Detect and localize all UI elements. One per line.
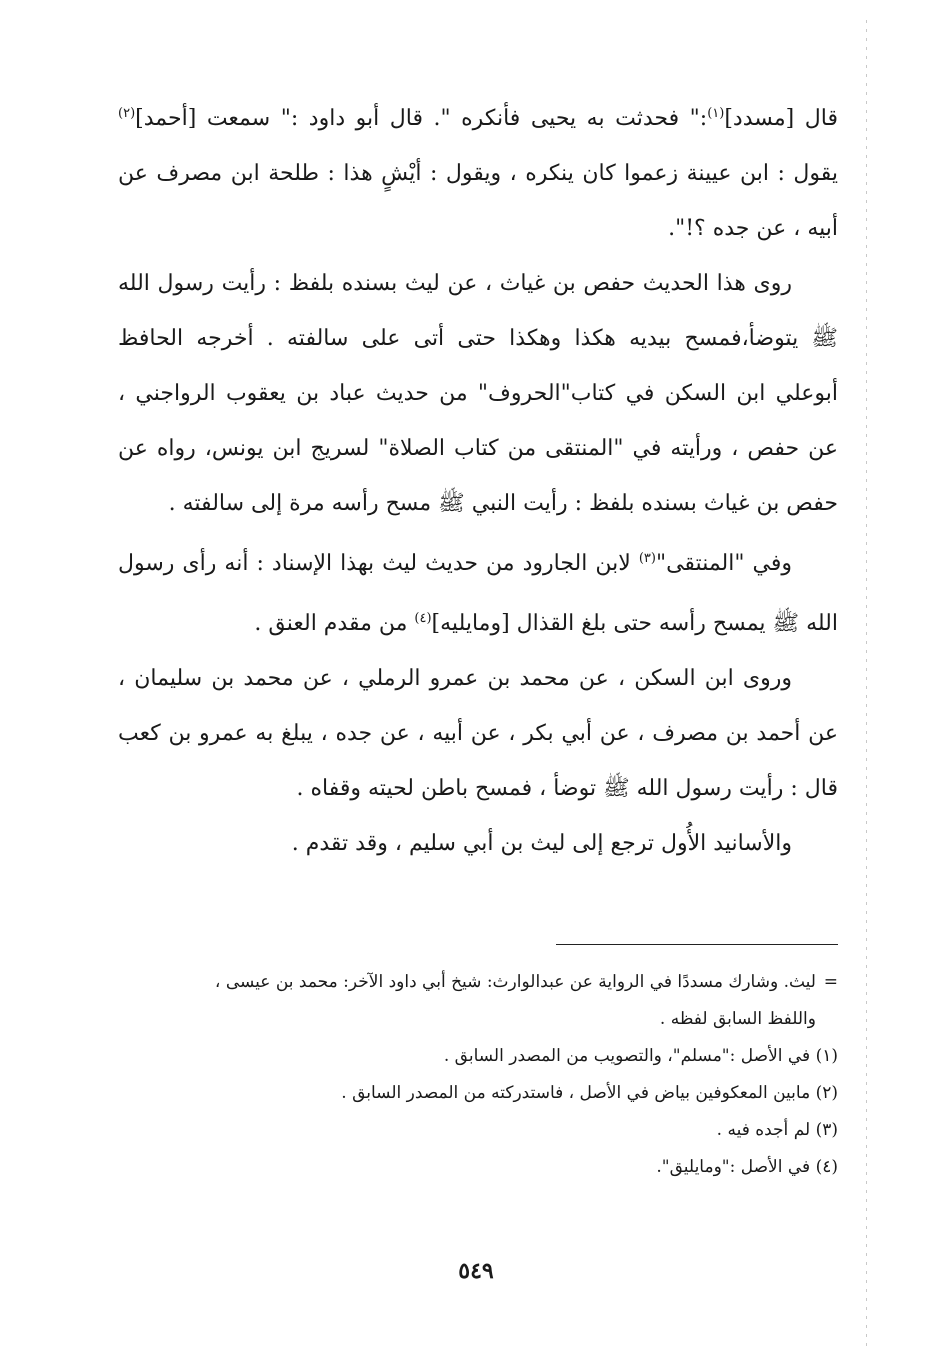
paragraph: والأسانيد الأُول ترجع إلى ليث بن أبي سليم ، وقد تقدم .: [291, 831, 792, 856]
paragraph: وفي "المنتقى"$^{(٣)}$ لابن الجارود من حديث ليث بهذا الإسناد : أنه رأى رسول الله ﷺ يمسح رأسه حتى بلغ القذال [ومايليه]$^{(٤)}$ من مقدم العنق .: [118, 551, 838, 636]
footnote: (٣) لم أجده فيه .: [716, 1120, 838, 1140]
footnote-continuation-line: واللفظ السابق لفظه .: [659, 1009, 816, 1029]
page-number: ٥٤٩: [458, 1258, 494, 1284]
paragraph: روى هذا الحديث حفص بن غياث ، عن ليث بسنده بلفظ : رأيت رسول الله ﷺ يتوضأ،فمسح بيديه هكذا وهكذا حتى أتى على سالفته . أخرجه الحافظ أبوعلي ابن السكن في كتاب"الحروف" من حديث عباد بن يعقوب الرواجني ، عن حفص ، ورأيته في "المنتقى من كتاب الصلاة" لسريج ابن يونس، رواه عن حفص بن غياث بسنده بلفظ : رأيت النبي ﷺ مسح رأسه مرة إلى سالفته .: [118, 271, 838, 516]
footnote: (٤) في الأصل :"ومايليق".: [656, 1157, 838, 1177]
paragraph: وروى ابن السكن ، عن محمد بن عمرو الرملي ، عن محمد بن سليمان ، عن أحمد بن مصرف ، عن أبي بكر ، عن أبيه ، عن جده ، يبلغ به عمرو بن كعب قال : رأيت رسول الله ﷺ توضأ ، فمسح باطن لحيته وقفاه .: [118, 666, 838, 801]
footnote-separator: [556, 944, 838, 945]
continuation-mark: =: [823, 972, 838, 992]
main-text: [118, 86, 838, 871]
footnote-continuation: [118, 964, 838, 1001]
footnote-continuation-line: ليث. وشارك مسددًا في الرواية عن عبدالوارث: شيخ أبي داود الآخر: محمد بن عيسى ،: [214, 972, 816, 992]
footnotes: [118, 964, 838, 1186]
paragraph: قال [مسدد]$^{(١)}$:" فحدثت به يحيى فأنكره ". قال أبو داود :" سمعت [أحمد]$^{(٢)}$ يقول : ابن عيينة زعموا كان ينكره ، ويقول : أيْشٍ هذا : طلحة ابن مصرف عن أبيه ، عن جده ؟!".: [118, 106, 838, 241]
footnote: (١) في الأصل :"مسلم"، والتصويب من المصدر السابق .: [443, 1046, 838, 1066]
scan-edge-line: [866, 20, 867, 1350]
footnote: (٢) مابين المعكوفين بياض في الأصل ، فاستدركته من المصدر السابق .: [341, 1083, 838, 1103]
